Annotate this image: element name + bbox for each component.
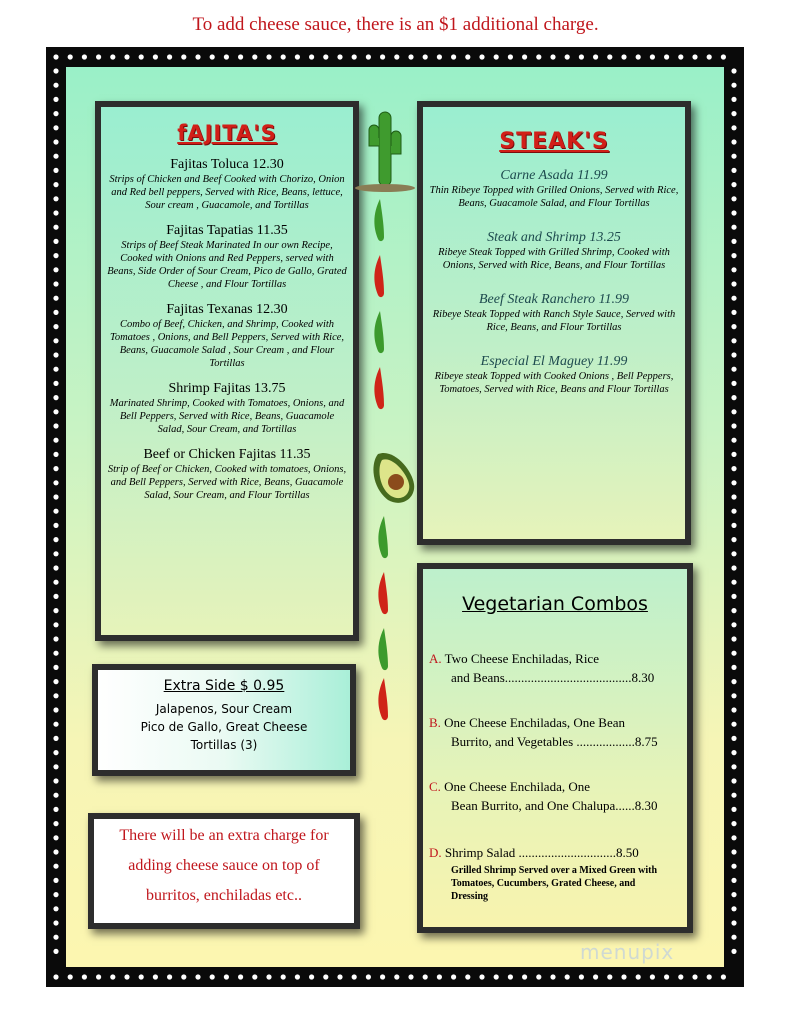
border-dot <box>731 395 736 400</box>
border-dot <box>252 974 257 979</box>
border-dot <box>53 182 58 187</box>
border-dot <box>465 974 470 979</box>
border-dot <box>721 974 726 979</box>
border-dot <box>96 54 101 59</box>
border-dot <box>295 974 300 979</box>
steak-item-description: Ribeye Steak Topped with Grilled Shrimp, Cooked with Onions, Served with Rice, Beans, and Flour Tortillas <box>438 247 670 271</box>
border-dot <box>309 974 314 979</box>
border-dot <box>53 83 58 88</box>
border-dot <box>731 665 736 670</box>
border-dot <box>53 281 58 286</box>
border-dot <box>731 196 736 201</box>
cheese-notice-line: burritos, enchiladas etc.. <box>146 887 302 904</box>
border-dot <box>238 974 243 979</box>
vegetarian-item-line: One Cheese Enchiladas, One Bean <box>440 715 626 730</box>
border-dot <box>731 906 736 911</box>
steak-item <box>423 168 685 210</box>
fajitas-section <box>95 101 359 641</box>
border-dot <box>53 835 58 840</box>
border-dot <box>550 974 555 979</box>
border-dot <box>494 54 499 59</box>
cheese-notice-line: adding cheese sauce on top of <box>128 857 320 874</box>
border-dot <box>731 523 736 528</box>
border-dot <box>53 693 58 698</box>
border-dot <box>731 707 736 712</box>
border-dot <box>731 565 736 570</box>
border-dot <box>352 54 357 59</box>
border-dot <box>337 974 342 979</box>
steak-item-name: Carne Asada 11.99 <box>500 168 608 183</box>
border-dot <box>53 466 58 471</box>
steak-item-name: Beef Steak Ranchero 11.99 <box>478 292 630 307</box>
vegetarian-item-letter: C. <box>429 779 441 794</box>
border-dot <box>53 452 58 457</box>
border-dot <box>731 480 736 485</box>
fajita-item-name: Fajitas Toluca 12.30 <box>170 157 284 172</box>
steak-item <box>423 292 685 334</box>
border-dot <box>153 54 158 59</box>
border-dot <box>352 974 357 979</box>
border-dot <box>494 974 499 979</box>
border-dot <box>451 54 456 59</box>
vegetarian-item <box>429 779 658 814</box>
border-dot <box>53 636 58 641</box>
border-dot <box>579 974 584 979</box>
border-dot <box>579 54 584 59</box>
border-dot <box>53 68 58 73</box>
border-dot <box>281 54 286 59</box>
border-dot <box>479 54 484 59</box>
border-dot <box>664 974 669 979</box>
border-dot <box>731 807 736 812</box>
border-dot <box>53 580 58 585</box>
border-dot <box>181 54 186 59</box>
border-dot <box>82 54 87 59</box>
fajita-item-description: Strips of Beef Steak Marinated In our own Recipe, Cooked with Onions and Red Peppers, served with Beans, Side Order of Sour Cream, Pico de Gallo, Grated Cheese , and Flour Tortillas <box>107 240 347 290</box>
border-dot <box>508 974 513 979</box>
vegetarian-item <box>429 651 654 686</box>
border-dot <box>731 352 736 357</box>
border-dot <box>731 835 736 840</box>
border-dot <box>692 974 697 979</box>
border-dot <box>636 974 641 979</box>
border-dot <box>53 381 58 386</box>
fajita-item-name: Shrimp Fajitas 13.75 <box>168 381 286 396</box>
vegetarian-item <box>429 845 661 903</box>
border-dot <box>53 679 58 684</box>
top-note: To add cheese sauce, there is an $1 additional charge. <box>192 14 599 35</box>
border-dot <box>53 736 58 741</box>
border-dot <box>53 196 58 201</box>
border-dot <box>53 807 58 812</box>
border-dot <box>53 551 58 556</box>
border-dot <box>53 864 58 869</box>
border-dot <box>565 54 570 59</box>
border-dot <box>731 494 736 499</box>
border-dot <box>210 974 215 979</box>
border-dot <box>731 239 736 244</box>
border-dot <box>53 154 58 159</box>
border-dot <box>366 974 371 979</box>
border-dot <box>731 139 736 144</box>
chili-pepper-icon <box>372 512 396 732</box>
border-dot <box>731 949 736 954</box>
border-dot <box>53 438 58 443</box>
fajita-item-description: Marinated Shrimp, Cooked with Tomatoes, Onions, and Bell Peppers, Served with Rice, Beans, Guacamole Salad, Sour Cream, and Tortillas <box>109 398 345 435</box>
fajitas-title: fAJITA'S <box>177 121 277 145</box>
border-dot <box>53 778 58 783</box>
border-dot <box>731 267 736 272</box>
extra-side-line: Tortillas (3) <box>190 738 258 752</box>
border-dot <box>53 892 58 897</box>
chili-pepper-icon <box>368 195 392 415</box>
border-dot <box>394 974 399 979</box>
border-dot <box>380 974 385 979</box>
border-dot <box>636 54 641 59</box>
border-dot <box>731 651 736 656</box>
border-dot <box>323 54 328 59</box>
border-dot <box>731 622 736 627</box>
border-dot <box>380 54 385 59</box>
border-dot <box>731 310 736 315</box>
border-dot <box>53 793 58 798</box>
border-dot <box>731 296 736 301</box>
border-dot <box>731 125 736 130</box>
border-dot <box>721 54 726 59</box>
vegetarian-item-letter: A. <box>429 651 442 666</box>
border-dot <box>53 352 58 357</box>
border-dot <box>53 423 58 428</box>
vegetarian-title: Vegetarian Combos <box>462 593 648 615</box>
border-dot <box>53 480 58 485</box>
border-dot <box>707 54 712 59</box>
border-dot <box>508 54 513 59</box>
fajita-item-name: Fajitas Tapatias 11.35 <box>166 223 288 238</box>
border-dot <box>53 296 58 301</box>
border-dot <box>731 168 736 173</box>
border-dot <box>650 974 655 979</box>
border-dot <box>266 974 271 979</box>
border-dot <box>731 438 736 443</box>
border-dot <box>53 409 58 414</box>
border-dot <box>366 54 371 59</box>
border-dot <box>53 821 58 826</box>
border-dot <box>731 722 736 727</box>
border-dot <box>731 821 736 826</box>
fajita-item <box>101 157 353 212</box>
fajita-item-name: Fajitas Texanas 12.30 <box>166 302 288 317</box>
border-dot <box>167 974 172 979</box>
border-dot <box>479 974 484 979</box>
border-dot <box>53 665 58 670</box>
border-dot <box>731 466 736 471</box>
border-dot <box>731 878 736 883</box>
border-dot <box>53 267 58 272</box>
extra-side-title: Extra Side $ 0.95 <box>163 678 285 694</box>
steak-item-description: Ribeye Steak Topped with Ranch Style Sauce, Served with Rice, Beans, and Flour Tortillas <box>432 309 676 333</box>
avocado-icon <box>368 448 418 508</box>
border-dot <box>731 693 736 698</box>
vegetarian-item <box>429 715 658 750</box>
vegetarian-item-line: and Beans.......................................8.30 <box>451 670 655 685</box>
border-dot <box>408 54 413 59</box>
border-dot <box>295 54 300 59</box>
border-dot <box>96 974 101 979</box>
border-dot <box>53 974 58 979</box>
border-dot <box>53 764 58 769</box>
border-dot <box>53 367 58 372</box>
border-dot <box>252 54 257 59</box>
border-dot <box>664 54 669 59</box>
border-dot <box>731 679 736 684</box>
border-dot <box>53 523 58 528</box>
border-dot <box>731 409 736 414</box>
border-dot <box>731 849 736 854</box>
border-dot <box>731 452 736 457</box>
border-dot <box>394 54 399 59</box>
fajita-item-description: Combo of Beef, Chicken, and Shrimp, Cooked with Tomatoes , Onions, and Bell Peppers, Served with Rice, Beans, Guacamole Salad , Sour Cream , and Flour Tortillas <box>109 319 345 369</box>
border-dot <box>621 54 626 59</box>
cheese-notice-box <box>88 813 360 929</box>
steak-item-name: Steak and Shrimp 13.25 <box>487 230 621 245</box>
fajita-item-description: Strips of Chicken and Beef Cooked with Chorizo, Onion and Red bell peppers, Served with Rice, Beans, lettuce, Sour cream , Guacamole, and Tortillas <box>109 174 345 211</box>
border-dot <box>451 974 456 979</box>
border-dot <box>423 974 428 979</box>
border-dot <box>53 310 58 315</box>
border-dot <box>110 54 115 59</box>
border-dot <box>53 111 58 116</box>
border-dot <box>607 54 612 59</box>
steak-item-name: Especial El Maguey 11.99 <box>480 354 628 369</box>
vegetarian-item-line: Burrito, and Vegetables ..................8.75 <box>451 734 658 749</box>
steak-item-description: Ribeye steak Topped with Cooked Onions , Bell Peppers, Tomatoes, Served with Rice, Beans and Flour Tortillas <box>434 371 674 395</box>
border-dot <box>53 920 58 925</box>
border-dot <box>465 54 470 59</box>
border-dot <box>678 974 683 979</box>
border-dot <box>731 509 736 514</box>
border-dot <box>621 974 626 979</box>
border-dot <box>731 423 736 428</box>
border-dot <box>53 622 58 627</box>
border-dot <box>53 125 58 130</box>
border-dot <box>53 225 58 230</box>
border-dot <box>53 608 58 613</box>
border-dot <box>68 974 73 979</box>
border-dot <box>731 338 736 343</box>
border-dot <box>124 54 129 59</box>
extra-side-line: Pico de Gallo, Great Cheese <box>140 720 308 734</box>
cheese-notice-line: There will be an extra charge for <box>119 827 329 844</box>
vegetarian-item-line: One Cheese Enchilada, One <box>440 779 591 794</box>
fajita-item <box>101 302 353 370</box>
fajita-item-description: Strip of Beef or Chicken, Cooked with tomatoes, Onions, and Bell Peppers, Served with Rice, Beans, Guacamole Salad, Sour Cream, and Flour Tortillas <box>107 464 347 501</box>
border-dot <box>53 722 58 727</box>
border-dot <box>281 974 286 979</box>
extra-side-box <box>92 664 356 776</box>
border-dot <box>224 974 229 979</box>
border-dot <box>53 97 58 102</box>
border-dot <box>437 974 442 979</box>
border-dot <box>309 54 314 59</box>
border-dot <box>224 54 229 59</box>
border-dot <box>195 54 200 59</box>
border-dot <box>731 225 736 230</box>
border-dot <box>731 537 736 542</box>
border-dot <box>423 54 428 59</box>
border-dot <box>53 54 58 59</box>
border-dot <box>53 324 58 329</box>
steak-item-description: Thin Ribeye Topped with Grilled Onions, Served with Rice, Beans, Guacamole Salad, and Flour Tortillas <box>429 185 679 209</box>
border-dot <box>593 54 598 59</box>
border-dot <box>139 54 144 59</box>
steaks-section <box>417 101 691 545</box>
border-dot <box>408 974 413 979</box>
border-dot <box>53 651 58 656</box>
border-dot <box>731 111 736 116</box>
border-dot <box>731 594 736 599</box>
border-dot <box>53 565 58 570</box>
border-dot <box>731 864 736 869</box>
border-dot <box>731 778 736 783</box>
border-dot <box>731 608 736 613</box>
vegetarian-item-letter: B. <box>429 715 441 730</box>
vegetarian-section <box>417 563 693 933</box>
fajita-item <box>101 223 353 291</box>
border-dot <box>731 210 736 215</box>
border-dot <box>536 54 541 59</box>
border-dot <box>731 83 736 88</box>
border-dot <box>731 97 736 102</box>
border-dot <box>731 253 736 258</box>
border-dot <box>731 892 736 897</box>
border-dot <box>266 54 271 59</box>
border-dot <box>323 974 328 979</box>
fajita-item <box>101 447 353 502</box>
fajita-item <box>101 381 353 436</box>
border-dot <box>238 54 243 59</box>
border-dot <box>731 68 736 73</box>
border-dot <box>731 580 736 585</box>
border-dot <box>650 54 655 59</box>
border-dot <box>731 636 736 641</box>
border-dot <box>337 54 342 59</box>
vegetarian-item-line: Two Cheese Enchiladas, Rice <box>441 651 599 666</box>
border-dot <box>82 974 87 979</box>
border-dot <box>181 974 186 979</box>
border-dot <box>53 849 58 854</box>
border-dot <box>731 920 736 925</box>
border-dot <box>731 764 736 769</box>
border-dot <box>53 707 58 712</box>
border-dot <box>68 54 73 59</box>
extra-side-line: Jalapenos, Sour Cream <box>155 702 293 716</box>
border-dot <box>53 168 58 173</box>
border-dot <box>522 974 527 979</box>
steaks-title: STEAK'S <box>499 129 609 154</box>
border-dot <box>53 878 58 883</box>
border-dot <box>53 395 58 400</box>
border-dot <box>731 793 736 798</box>
border-dot <box>731 281 736 286</box>
border-dot <box>139 974 144 979</box>
vegetarian-item-description: Grilled Shrimp Served over a Mixed Green with Tomatoes, Cucumbers, Grated Cheese, and Dressing <box>451 865 658 902</box>
border-dot <box>124 974 129 979</box>
vegetarian-item-line: Bean Burrito, and One Chalupa......8.30 <box>451 798 658 813</box>
border-dot <box>153 974 158 979</box>
border-dot <box>593 974 598 979</box>
border-dot <box>731 381 736 386</box>
border-dot <box>53 594 58 599</box>
vegetarian-item-letter: D. <box>429 845 442 860</box>
border-dot <box>731 182 736 187</box>
border-dot <box>536 974 541 979</box>
border-dot <box>53 935 58 940</box>
border-dot <box>678 54 683 59</box>
border-dot <box>53 210 58 215</box>
border-dot <box>210 54 215 59</box>
border-dot <box>53 537 58 542</box>
border-dot <box>731 736 736 741</box>
border-dot <box>53 494 58 499</box>
border-dot <box>53 338 58 343</box>
watermark: menupix <box>580 940 675 964</box>
vegetarian-item-line: Shrimp Salad ..............................8.50 <box>441 845 639 860</box>
border-dot <box>565 974 570 979</box>
border-dot <box>731 551 736 556</box>
border-dot <box>53 509 58 514</box>
border-dot <box>707 974 712 979</box>
border-dot <box>731 324 736 329</box>
border-dot <box>437 54 442 59</box>
border-dot <box>607 974 612 979</box>
border-dot <box>53 906 58 911</box>
cactus-icon <box>350 108 420 194</box>
steak-item <box>423 354 685 396</box>
fajita-item-name: Beef or Chicken Fajitas 11.35 <box>143 447 311 462</box>
border-dot <box>110 974 115 979</box>
border-dot <box>53 239 58 244</box>
border-dot <box>550 54 555 59</box>
border-dot <box>53 253 58 258</box>
border-dot <box>731 367 736 372</box>
border-dot <box>692 54 697 59</box>
border-dot <box>53 949 58 954</box>
border-dot <box>731 154 736 159</box>
border-dot <box>195 974 200 979</box>
border-dot <box>522 54 527 59</box>
border-dot <box>731 935 736 940</box>
border-dot <box>167 54 172 59</box>
steak-item <box>423 230 685 272</box>
border-dot <box>53 139 58 144</box>
border-dot <box>731 750 736 755</box>
border-dot <box>53 750 58 755</box>
